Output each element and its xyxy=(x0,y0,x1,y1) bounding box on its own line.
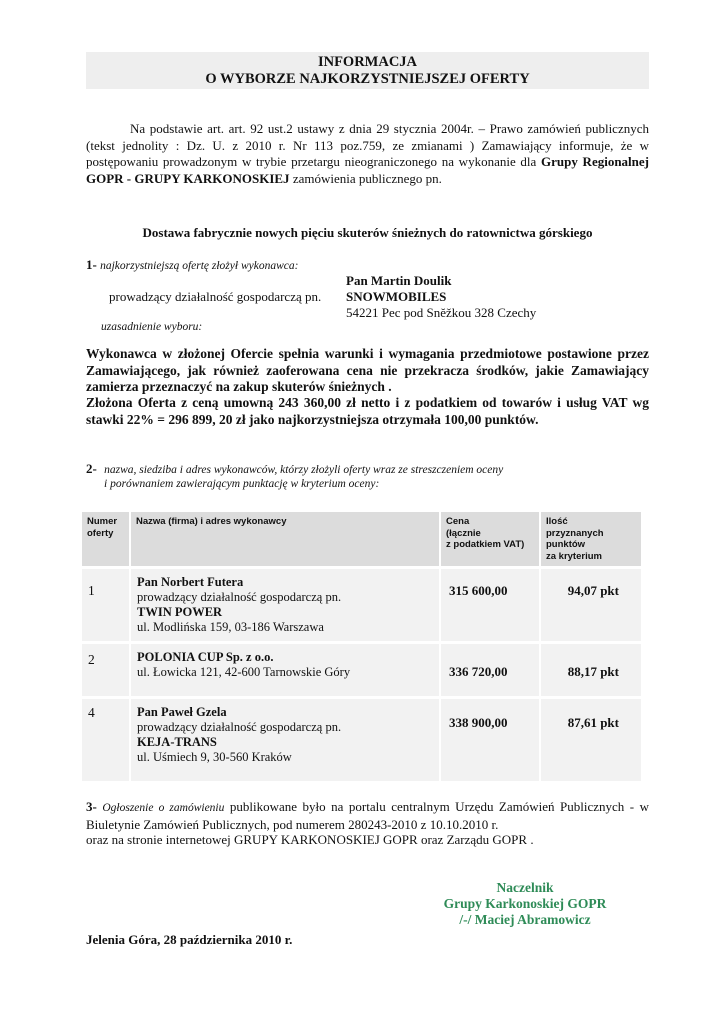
contractor-address: ul. Uśmiech 9, 30-560 Kraków xyxy=(137,750,292,764)
intro-text-1: Na podstawie art. art. 92 ust.2 ustawy z dnia 29 stycznia 2004r. – Prawo zamówień publicznych (tekst jednolity : Dz. U. z 2010 r. Nr 113 poz.759, ze zmianami ) Zamawiający informuje, że w postępowaniu prowadzonym w trybie przetargu nieograniczonego na wykonanie dla xyxy=(86,121,649,169)
winner-address: 54221 Pec pod Snĕžkou 328 Czechy xyxy=(346,305,537,320)
row-contractor xyxy=(130,644,440,696)
contractor-company: TWIN POWER xyxy=(137,605,223,619)
intro-text-2: zamówienia publicznego pn. xyxy=(289,170,442,186)
row-points: 88,17 pkt xyxy=(540,644,641,696)
winning-price-text: Złożona Oferta z ceną umowną 243 360,00 zł netto i z podatkiem od towarów i usług VAT wg stawki 22% = 296 899, 20 zł jako najkorzystniejsza otrzymała 100,00 punktów. xyxy=(86,395,649,427)
intro-bold-name: Grupy Regionalnej GOPR - GRUPY KARKONOSKIEJ xyxy=(86,154,649,186)
header-points: Ilość przyznanych punktów za kryterium xyxy=(540,512,641,566)
section2-label-1: nazwa, siedziba i adres wykonawców, którzy złożyli oferty wraz ze streszczeniem oceny xyxy=(104,464,504,476)
contractor-name: POLONIA CUP Sp. z o.o. xyxy=(137,650,274,664)
row-contractor xyxy=(130,699,440,781)
order-subject: Dostawa fabrycznie nowych pięciu skuterów śnieżnych do ratownictwa górskiego xyxy=(142,225,593,240)
row-points: 87,61 pkt xyxy=(540,699,641,781)
row-number: 2 xyxy=(82,644,130,696)
row-price: 336 720,00 xyxy=(440,644,540,696)
title-line-2: O WYBORZE NAJKORZYSTNIEJSZEJ OFERTY xyxy=(205,71,530,87)
section1-number: 1- xyxy=(86,257,97,272)
contractor-company: KEJA-TRANS xyxy=(137,735,217,749)
signature-block xyxy=(420,880,630,928)
contractor-activity: prowadzący działalność gospodarczą pn. xyxy=(137,590,342,604)
row-number: 1 xyxy=(82,569,130,641)
table-row xyxy=(82,699,641,781)
header-price: Cena (łącznie z podatkiem VAT) xyxy=(440,512,540,566)
section1-heading xyxy=(86,257,298,273)
contractor-address: ul. Modlińska 159, 03-186 Warszawa xyxy=(137,620,324,634)
contractor-activity: prowadzący działalność gospodarczą pn. xyxy=(137,720,342,734)
table-row xyxy=(82,644,641,696)
winner-company: SNOWMOBILES xyxy=(346,289,447,304)
intro-paragraph xyxy=(86,121,649,187)
section3-number: 3- xyxy=(86,799,97,814)
signature-organization: Grupy Karkonoskiej GOPR xyxy=(443,896,607,911)
signature-title: Naczelnik xyxy=(496,880,554,895)
section3-label: Ogłoszenie o zamówieniu xyxy=(102,802,225,814)
table-row xyxy=(82,569,641,641)
offers-table xyxy=(82,512,641,781)
row-price: 338 900,00 xyxy=(440,699,540,781)
contractor-name: Pan Norbert Futera xyxy=(137,575,244,589)
justification-label: uzasadnienie wyboru: xyxy=(101,321,203,333)
place-and-date: Jelenia Góra, 28 października 2010 r. xyxy=(86,932,293,947)
title-line-1: INFORMACJA xyxy=(317,54,418,70)
section3-text-2: oraz na stronie internetowej GRUPY KARKONOSKIEJ GOPR oraz Zarządu GOPR . xyxy=(86,832,534,847)
section2-number: 2- xyxy=(86,461,97,476)
section2-label-2: i porównaniem zawierającym punktację w kryterium oceny: xyxy=(104,478,380,490)
header-number: Numer oferty xyxy=(82,512,130,566)
winner-activity: prowadzący działalność gospodarczą pn. xyxy=(109,289,322,304)
justification-text: Wykonawca w złożonej Ofercie spełnia warunki i wymagania przedmiotowe postawione przez Zamawiającego, jak również zaoferowana cena nie przekracza środków, jakie Zamawiający zamierza przeznaczyć na zakup skuterów śnieżnych . xyxy=(86,346,649,394)
row-number: 4 xyxy=(82,699,130,781)
row-price: 315 600,00 xyxy=(440,569,540,641)
signature-name: /-/ Maciej Abramowicz xyxy=(459,912,591,927)
section1-label: najkorzystniejszą ofertę złożył wykonawca: xyxy=(100,260,299,272)
document-title xyxy=(86,52,649,89)
contractor-address: ul. Łowicka 121, 42-600 Tarnowskie Góry xyxy=(137,665,351,679)
contractor-name: Pan Paweł Gzela xyxy=(137,705,227,719)
row-points: 94,07 pkt xyxy=(540,569,641,641)
section2-heading xyxy=(86,461,503,477)
section3-text-1: publikowane było na portalu centralnym Urzędu Zamówień Publicznych - w Biuletynie Zamówień Publicznych, pod numerem 280243-2010 z 10.10.2010 r. xyxy=(86,799,649,832)
table-header-row xyxy=(82,512,641,566)
row-contractor xyxy=(130,569,440,641)
section3-paragraph xyxy=(86,799,649,833)
header-name: Nazwa (firma) i adres wykonawcy xyxy=(130,512,440,566)
winner-name: Pan Martin Doulik xyxy=(346,273,452,288)
